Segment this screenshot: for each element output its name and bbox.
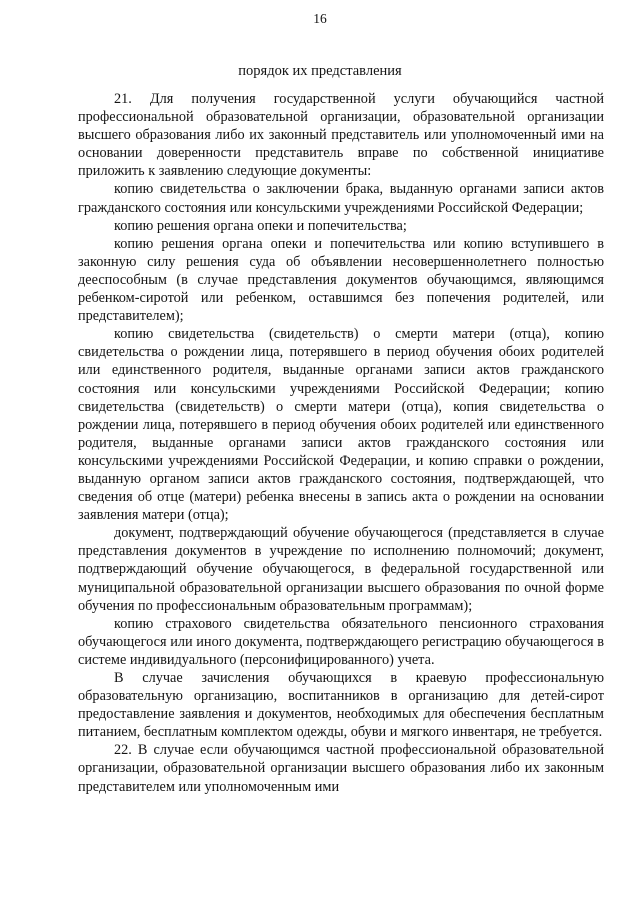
paragraph-court-decision: копию решения органа опеки и попечительства или копию вступившего в законную силу решения суда об объявлении несовершеннолетнего полностью дееспособным (в случае представления документов обучающимся, являющимся ребенком-сиротой или ребенком, оставшимся без попечения родителей, или представителем); xyxy=(78,235,604,325)
paragraph-enrollment-case: В случае зачисления обучающихся в краевую профессиональную образовательную организацию, воспитанников в организацию для детей-сирот предоставление заявления и документов, необходимых для обеспечения бесплатным питанием, бесплатным комплектом одежды, обуви и мягкого инвентаря, не требуется. xyxy=(78,670,604,741)
section-heading: порядок их представления xyxy=(238,63,402,79)
paragraph-death-certificates: копию свидетельства (свидетельств) о смерти матери (отца), копию свидетельства о рождении лица, потерявшего в период обучения обоих родителей или единственного родителя, выданные органами записи актов гражданского состояния или консульскими учреждениями Российской Федерации; копию свидетельства (свидетельств) о смерти матери (отца), копия свидетельства о рождении лица, потерявшего в период обучения обоих родителей или единственного родителя, выданные органами записи актов гражданского состояния или консульскими учреждениями Российской Федерации, и копию справки о рождении, выданную органом записи актов гражданского состояния, подтверждающей, что сведения об отце (матери) ребенка внесены в запись акта о рождении на основании заявления матери (отца); xyxy=(78,326,604,524)
paragraph-study-document: документ, подтверждающий обучение обучающегося (представляется в случае представления документов в учреждение по исполнению полномочий; документ, подтверждающий обучение обучающегося, в федеральной государственной или муниципальной образовательной организации высшего образования по очной форме обучения по профессиональным образовательным программам); xyxy=(78,525,604,614)
paragraph-22-start: 22. В случае если обучающимся частной профессиональной образовательной организации, образовательной организации высшего образования либо их законным представителем или уполномоченным ими xyxy=(78,742,604,795)
page-number: 16 xyxy=(313,11,327,26)
body-text xyxy=(78,90,604,796)
paragraph-guardianship-decision: копию решения органа опеки и попечительства; xyxy=(114,217,407,234)
paragraph-pension-insurance: копию страхового свидетельства обязательного пенсионного страхования обучающегося или иного документа, подтверждающего регистрацию обучающегося в системе индивидуального (персонифицированного) учета. xyxy=(78,615,604,668)
paragraph-marriage-certificate: копию свидетельства о заключении брака, выданную органами записи актов гражданского состояния или консульскими учреждениями Российской Федерации; xyxy=(78,181,604,216)
paragraph-21-intro: 21. Для получения государственной услуги обучающийся частной профессиональной образовательной организации, образовательной организации высшего образования либо их законный представитель или уполномоченный ими на основании доверенности представитель вправе по собственной инициативе приложить к заявлению следующие документы: xyxy=(78,91,604,180)
